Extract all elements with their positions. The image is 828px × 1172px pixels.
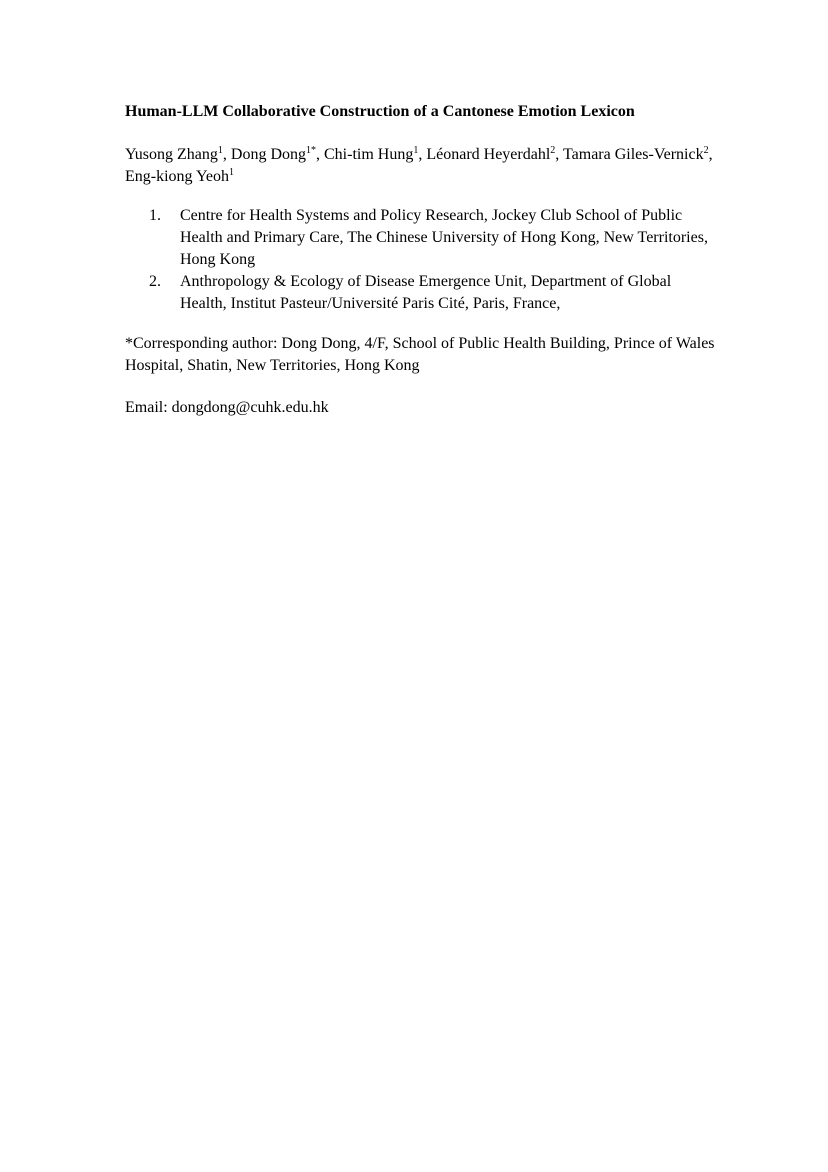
author-name: Eng-kiong Yeoh [125, 168, 230, 185]
corresponding-author: *Corresponding author: Dong Dong, 4/F, School of Public Health Building, Prince of Wales Hospital, Shatin, New Territories, Hong Kong [125, 335, 715, 374]
author-affiliation-marker: 1* [306, 145, 316, 156]
author-separator: , [555, 146, 563, 163]
affiliation-number: 1. [149, 207, 161, 224]
author-name: Chi-tim Hung [324, 146, 414, 163]
affiliation-item [125, 271, 715, 315]
affiliation-text: Centre for Health Systems and Policy Research, Jockey Club School of Public Health and Primary Care, The Chinese University of Hong Kong, New Territories, Hong Kong [180, 207, 708, 268]
author-name: Léonard Heyerdahl [426, 146, 551, 163]
author-separator: , [316, 146, 324, 163]
affiliation-list [125, 205, 715, 315]
author-list [125, 144, 715, 188]
author-affiliation-marker: 1 [413, 145, 419, 156]
author-affiliation-marker: 2 [550, 145, 556, 156]
author-name: Dong Dong [230, 146, 306, 163]
author-separator: , [418, 146, 427, 163]
author-separator: , [222, 146, 231, 163]
contact-email: Email: dongdong@cuhk.edu.hk [125, 399, 329, 416]
author-separator: , [708, 146, 713, 163]
author-name: Yusong Zhang [125, 146, 218, 163]
author-affiliation-marker: 1 [217, 145, 223, 156]
author-name: Tamara Giles-Vernick [563, 146, 704, 163]
affiliation-number: 2. [149, 273, 161, 290]
author-affiliation-marker: 2 [703, 145, 709, 156]
author-affiliation-marker: 1 [229, 167, 235, 178]
paper-title: Human-LLM Collaborative Construction of a Cantonese Emotion Lexicon [125, 103, 635, 120]
affiliation-item [125, 205, 715, 271]
affiliation-text: Anthropology & Ecology of Disease Emergence Unit, Department of Global Health, Institut Pasteur/Université Paris Cité, Paris, France, [180, 273, 672, 312]
